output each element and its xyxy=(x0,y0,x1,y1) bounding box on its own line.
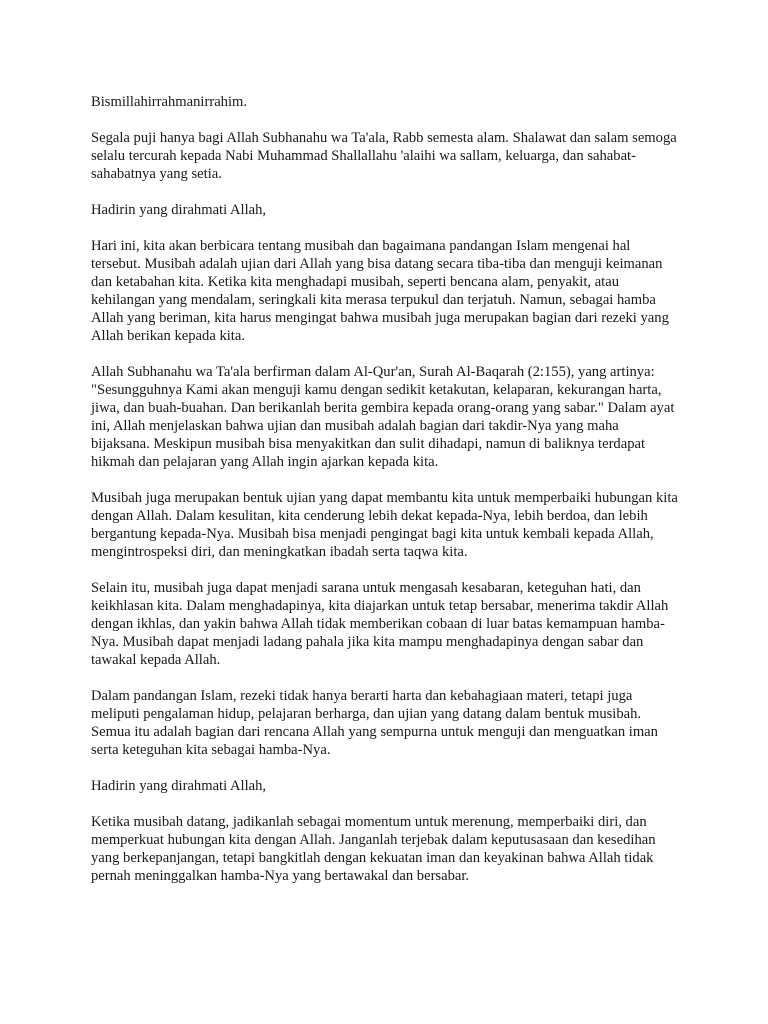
paragraph-rezeki: Dalam pandangan Islam, rezeki tidak hanya berarti harta dan kebahagiaan materi, tetapi juga meliputi pengalaman hidup, pelajaran berharga, dan ujian yang datang dalam bentuk musibah. Semua itu adalah bagian dari rencana Allah yang sempurna untuk menguji dan menguatkan iman serta keteguhan kita sebagai hamba-Nya. xyxy=(91,688,658,758)
paragraph-quran-verse: Allah Subhanahu wa Ta'ala berfirman dalam Al-Qur'an, Surah Al-Baqarah (2:155), yang artinya: "Sesungguhnya Kami akan menguji kamu dengan sedikit ketakutan, kelaparan, kekurangan harta, jiwa, dan buah-buahan. Dan berikanlah berita gembira kepada orang-orang yang sabar." Dalam ayat ini, Allah menjelaskan bahwa ujian dan musibah adalah bagian dari takdir-Nya yang maha bijaksana. Meskipun musibah bisa menyakitkan dan sulit dihadapi, namun di baliknya terdapat hikmah dan pelajaran yang Allah ingin ajarkan kepada kita. xyxy=(91,364,675,470)
greeting-line: Hadirin yang dirahmati Allah, xyxy=(91,202,267,218)
opening-line: Bismillahirrahmanirrahim. xyxy=(91,94,248,110)
document-body xyxy=(91,93,681,903)
paragraph-closing: Ketika musibah datang, jadikanlah sebagai momentum untuk merenung, memperbaiki diri, dan memperkuat hubungan kita dengan Allah. Janganlah terjebak dalam keputusasaan dan kesedihan yang berkepanjangan, tetapi bangkitlah dengan kekuatan iman dan keyakinan bahwa Allah tidak pernah meninggalkan hamba-Nya yang bertawakal dan bersabar. xyxy=(91,814,656,884)
paragraph-relationship: Musibah juga merupakan bentuk ujian yang dapat membantu kita untuk memperbaiki hubungan kita dengan Allah. Dalam kesulitan, kita cenderung lebih dekat kepada-Nya, lebih berdoa, dan lebih bergantung kepada-Nya. Musibah bisa menjadi pengingat bagi kita untuk kembali kepada Allah, mengintrospeksi diri, dan meningkatkan ibadah serta taqwa kita. xyxy=(91,490,678,560)
greeting-line-second: Hadirin yang dirahmati Allah, xyxy=(91,778,267,794)
paragraph-praise: Segala puji hanya bagi Allah Subhanahu wa Ta'ala, Rabb semesta alam. Shalawat dan salam semoga selalu tercurah kepada Nabi Muhammad Shallallahu 'alaihi wa sallam, keluarga, dan sahabat-sahabatnya yang setia. xyxy=(91,130,677,182)
paragraph-introduction: Hari ini, kita akan berbicara tentang musibah dan bagaimana pandangan Islam mengenai hal tersebut. Musibah adalah ujian dari Allah yang bisa datang secara tiba-tiba dan menguji keimanan dan ketabahan kita. Ketika kita menghadapi musibah, seperti bencana alam, penyakit, atau kehilangan yang mendalam, seringkali kita merasa terpukul dan terjatuh. Namun, sebagai hamba Allah yang beriman, kita harus mengingat bahwa musibah juga merupakan bagian dari rezeki yang Allah berikan kepada kita. xyxy=(91,238,669,344)
paragraph-patience: Selain itu, musibah juga dapat menjadi sarana untuk mengasah kesabaran, keteguhan hati, dan keikhlasan kita. Dalam menghadapinya, kita diajarkan untuk tetap bersabar, menerima takdir Allah dengan ikhlas, dan yakin bahwa Allah tidak memberikan cobaan di luar batas kemampuan hamba-Nya. Musibah dapat menjadi ladang pahala jika kita mampu menghadapinya dengan sabar dan tawakal kepada Allah. xyxy=(91,580,669,668)
